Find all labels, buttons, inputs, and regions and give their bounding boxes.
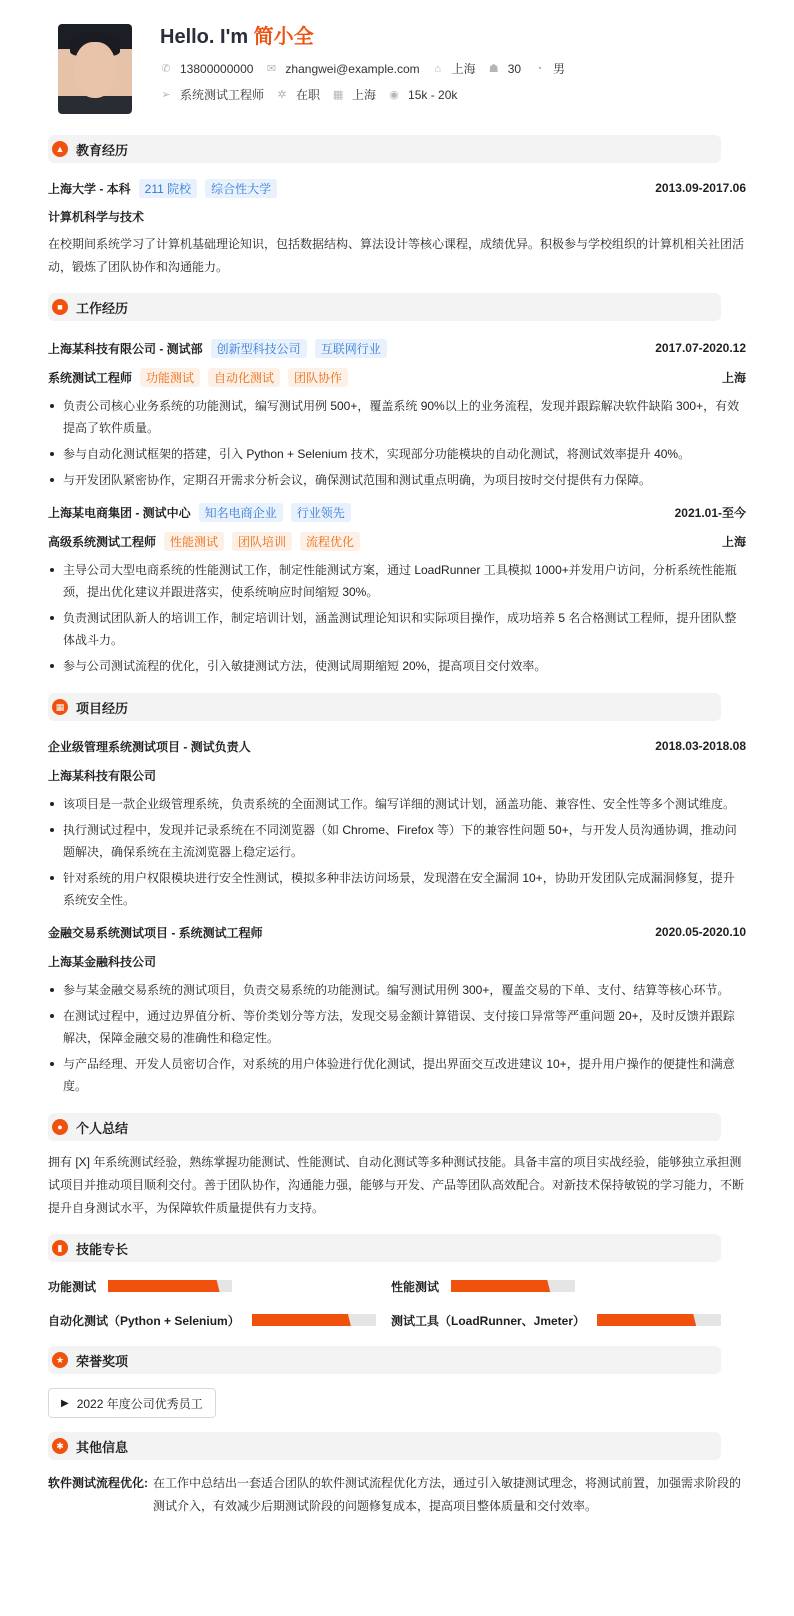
skill-level-bar	[451, 1280, 575, 1292]
tag: 自动化测试	[208, 368, 280, 387]
skill-level-bar	[108, 1280, 232, 1292]
user-icon: ●	[52, 1119, 68, 1135]
tag: 211 院校	[139, 179, 197, 198]
skill-level-fill	[108, 1280, 220, 1292]
section-title: 其他信息	[76, 1439, 129, 1455]
section-title: 个人总结	[76, 1120, 129, 1136]
email: zhangwei@example.com	[285, 61, 420, 76]
skill-level-fill	[252, 1314, 351, 1326]
city: 上海	[451, 62, 476, 76]
skill-level-fill	[451, 1280, 550, 1292]
tag: 团队培训	[232, 532, 292, 551]
city: 上海	[721, 370, 746, 385]
tag: 互联网行业	[315, 339, 387, 358]
list-item: 与开发团队紧密协作，定期召开需求分析会议，确保测试范围和测试重点明确，为项目按时交付提供有力保障。	[48, 469, 746, 491]
date: 2013.09-2017.06	[655, 181, 746, 195]
work-city: 上海	[352, 88, 377, 102]
work-entry	[48, 501, 746, 677]
date: 2021.01-至今	[674, 505, 746, 520]
skill-name: 测试工具（LoadRunner、Jmeter）	[391, 1313, 586, 1328]
list-item: 主导公司大型电商系统的性能测试工作，制定性能测试方案，通过 LoadRunner 工具模拟 1000+并发用户访问，分析系统性能瓶颈，提出优化建议并跟进落实，使系统响应时间缩短 30%。	[48, 559, 746, 603]
age-icon: ☗	[488, 63, 499, 75]
section-title: 技能专长	[76, 1241, 129, 1257]
gender: 男	[553, 62, 566, 76]
home-icon: ⌂	[434, 62, 441, 75]
list-item: 在测试过程中，通过边界值分析、等价类划分等方法，发现交易金额计算错误、支付接口异常等严重问题 20+，及时反馈并跟踪解决，保障金融交易的准确性和稳定性。	[48, 1005, 746, 1049]
tag: 综合性大学	[205, 179, 277, 198]
status-icon: ✲	[277, 89, 287, 101]
list-item: 负责公司核心业务系统的功能测试，编写测试用例 500+，覆盖系统 90%以上的业务流程，发现并跟踪解决软件缺陷 300+，有效提高了软件质量。	[48, 395, 746, 439]
date: 2017.07-2020.12	[655, 341, 746, 355]
briefcase-icon: ■	[52, 299, 68, 315]
tag: 行业领先	[291, 503, 351, 522]
company: 上海某科技有限公司 - 测试部	[48, 341, 203, 356]
position: 系统测试工程师	[180, 88, 265, 102]
chart-icon: ▮	[52, 1240, 68, 1256]
skill-item	[391, 1276, 721, 1296]
avatar	[58, 24, 132, 114]
building-icon: ▦	[332, 89, 344, 101]
date: 2018.03-2018.08	[655, 739, 746, 753]
skill-item	[48, 1310, 391, 1330]
age: 30	[507, 61, 522, 76]
tag: 流程优化	[300, 532, 360, 551]
list-item: 针对系统的用户权限模块进行安全性测试，模拟多种非法访问场景，发现潜在安全漏洞 10+，协助开发团队完成漏洞修复，提升系统安全性。	[48, 867, 746, 911]
graduation-cap-icon: ▲	[52, 141, 68, 157]
section-projects	[48, 693, 721, 721]
skill-level-bar	[597, 1314, 721, 1326]
project-entry	[48, 921, 746, 1097]
skill-item	[48, 1276, 391, 1296]
salary: 15k - 20k	[408, 87, 458, 102]
award-item[interactable]	[48, 1388, 216, 1418]
list-item: 该项目是一款企业级管理系统，负责系统的全面测试工作。编写详细的测试计划，涵盖功能、兼容性、安全性等多个测试维度。	[48, 793, 746, 815]
section-work	[48, 293, 721, 321]
tag: 团队协作	[288, 368, 348, 387]
skill-item	[391, 1310, 721, 1330]
tag: 知名电商企业	[199, 503, 283, 522]
section-skills	[48, 1234, 721, 1262]
section-education	[48, 135, 721, 163]
role: 高级系统测试工程师	[48, 534, 157, 549]
phone: 13800000000	[180, 61, 254, 76]
work-entry	[48, 337, 746, 491]
section-other	[48, 1432, 721, 1460]
section-awards	[48, 1346, 721, 1374]
list-item: 参与公司测试流程的优化，引入敏捷测试方法，使测试周期缩短 20%，提高项目交付效率。	[48, 655, 746, 677]
section-title: 项目经历	[76, 700, 129, 716]
skill-level-fill	[597, 1314, 696, 1326]
project-name: 金融交易系统测试项目 - 系统测试工程师	[48, 925, 263, 940]
other-value: 在工作中总结出一套适合团队的软件测试流程优化方法，通过引入敏捷测试理念，将测试前置，加强需求阶段的测试介入，有效减少后期测试阶段的问题修复成本，提高项目整体质量和交付效率。	[153, 1476, 742, 1513]
profile-header	[0, 0, 794, 130]
list-item: 参与自动化测试框架的搭建，引入 Python + Selenium 技术，实现部分功能模块的自动化测试，将测试效率提升 40%。	[48, 443, 746, 465]
info-icon: ✱	[52, 1438, 68, 1454]
summary-text: 拥有 [X] 年系统测试经验，熟练掌握功能测试、性能测试、自动化测试等多种测试技能。具备丰富的项目实战经验，能够独立承担测试项目并推动项目顺利交付。善于团队协作，沟通能力强，能够与开发、产品等团队高效配合。对新技术保持敏锐的学习能力，不断提升自身测试水平，为保障软件质量提供有力支持。	[48, 1155, 745, 1215]
job-intent-row	[160, 86, 469, 103]
play-icon: ▶	[61, 1397, 69, 1409]
trophy-icon: ★	[52, 1352, 68, 1368]
greeting: Hello. I'm	[160, 26, 249, 48]
section-title: 荣誉奖项	[76, 1353, 129, 1369]
skills-grid	[0, 1276, 794, 1330]
skill-level-bar	[252, 1314, 376, 1326]
page-title	[160, 20, 314, 49]
date: 2020.05-2020.10	[655, 925, 746, 939]
tag: 功能测试	[140, 368, 200, 387]
education-entry	[0, 177, 794, 279]
gender-icon: ◔	[535, 62, 543, 75]
tag: 性能测试	[164, 532, 224, 551]
section-title: 工作经历	[76, 300, 129, 316]
skill-name: 功能测试	[48, 1279, 97, 1294]
award-label: 2022 年度公司优秀员工	[76, 1396, 203, 1411]
project-name: 企业级管理系统测试项目 - 测试负责人	[48, 739, 251, 754]
mail-icon: ✉	[266, 63, 277, 75]
send-icon: ➢	[161, 89, 171, 101]
role: 系统测试工程师	[48, 370, 133, 385]
grid-icon: ▦	[52, 699, 68, 715]
education-description: 在校期间系统学习了计算机基础理论知识，包括数据结构、算法设计等核心课程，成绩优异。积极参与学校组织的计算机相关社团活动，锻炼了团队协作和沟通能力。	[48, 237, 745, 274]
contact-row	[160, 60, 577, 77]
status: 在职	[296, 88, 321, 102]
list-item: 与产品经理、开发人员密切合作，对系统的用户体验进行优化测试，提出界面交互改进建议 10+，提升用户操作的便捷性和满意度。	[48, 1053, 746, 1097]
other-key: 软件测试流程优化:	[48, 1476, 148, 1490]
skill-name: 自动化测试（Python + Selenium）	[48, 1313, 240, 1328]
project-entry	[48, 735, 746, 911]
list-item: 负责测试团队新人的培训工作，制定培训计划，涵盖测试理论知识和实际项目操作，成功培养 5 名合格测试工程师，提升团队整体战斗力。	[48, 607, 746, 651]
other-item	[0, 1472, 794, 1518]
salary-icon: ◉	[389, 89, 399, 101]
company: 上海某金融科技公司	[48, 954, 157, 969]
candidate-name: 简小全	[253, 26, 314, 48]
school: 上海大学 - 本科	[48, 181, 131, 196]
skill-name: 性能测试	[391, 1279, 440, 1294]
list-item: 执行测试过程中，发现并记录系统在不同浏览器（如 Chrome、Firefox 等）下的兼容性问题 50+，与开发人员沟通协调，推动问题解决，确保系统在主流浏览器上稳定运行。	[48, 819, 746, 863]
company: 上海某科技有限公司	[48, 768, 157, 783]
section-summary	[48, 1113, 721, 1141]
phone-icon: ✆	[161, 63, 171, 75]
company: 上海某电商集团 - 测试中心	[48, 505, 191, 520]
major: 计算机科学与技术	[48, 209, 145, 224]
tag: 创新型科技公司	[211, 339, 307, 358]
section-title: 教育经历	[76, 142, 129, 158]
list-item: 参与某金融交易系统的测试项目，负责交易系统的功能测试。编写测试用例 300+，覆盖交易的下单、支付、结算等核心环节。	[48, 979, 746, 1001]
city: 上海	[721, 534, 746, 549]
